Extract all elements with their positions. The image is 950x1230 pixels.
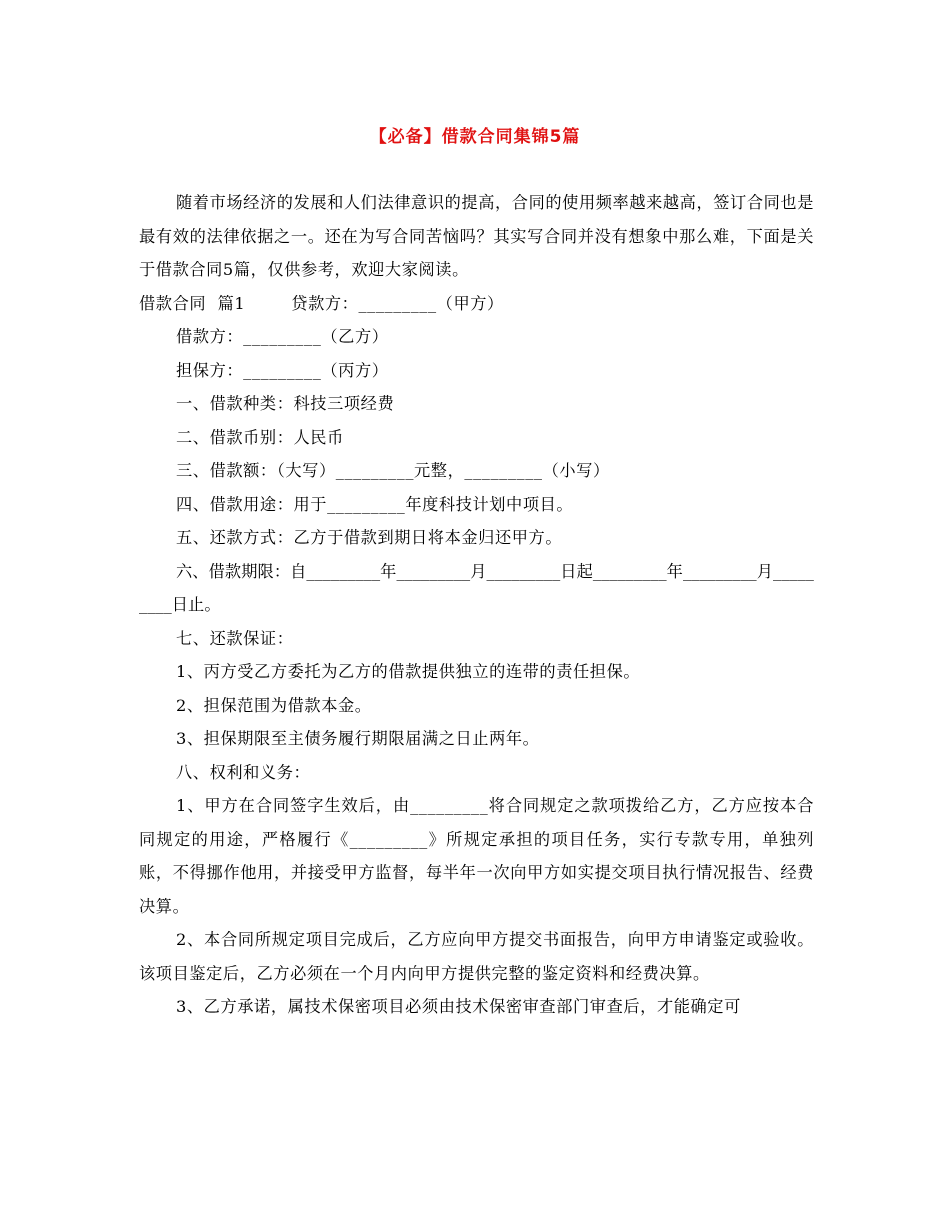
rights-item-2: 2、本合同所规定项目完成后，乙方应向甲方提交书面报告，向甲方申请鉴定或验收。该项目鉴定后，乙方必须在一个月内向甲方提供完整的鉴定资料和经费决算。: [139, 930, 814, 983]
guarantee-item-3: 3、担保期限至主债务履行期限届满之日止两年。: [176, 729, 540, 748]
guarantor-line: 担保方：_________（丙方）: [176, 360, 389, 380]
contract-heading-lender: 借款合同 篇1 贷款方：_________（甲方）: [139, 293, 504, 313]
rights-item-3: 3、乙方承诺，属技术保密项目必须由技术保密审查部门审查后，才能确定可: [176, 997, 741, 1016]
intro-paragraph: 随着市场经济的发展和人们法律意识的提高，合同的使用频率越来越高，签订合同也是最有效的法律依据之一。还在为写合同苦恼吗？其实写合同并没有想象中那么难，下面是关于借款合同5篇，仅供参考，欢迎大家阅读。: [139, 193, 814, 279]
clause-purpose: 四、借款用途：用于_________年度科技计划中项目。: [176, 494, 574, 514]
clause-loan-type: 一、借款种类：科技三项经费: [176, 394, 395, 413]
borrower-line: 借款方：_________（乙方）: [176, 327, 389, 346]
document-body: [139, 186, 814, 1024]
clause-repayment-method: 五、还款方式：乙方于借款到期日将本金归还甲方。: [176, 528, 563, 547]
guarantee-item-2: 2、担保范围为借款本金。: [176, 695, 372, 715]
clause-repayment-guarantee: 七、还款保证：: [176, 628, 294, 648]
document-title: 【必备】借款合同集锦5篇: [369, 127, 581, 147]
guarantee-item-1: 1、丙方受乙方委托为乙方的借款提供独立的连带的责任担保。: [176, 662, 641, 681]
clause-amount: 三、借款额：（大写）_________元整，_________（小写）: [176, 461, 610, 480]
clause-currency: 二、借款币别：人民币: [176, 427, 344, 447]
clause-loan-term: 六、借款期限：自_________年_________月_________日起_________年_________月_________日止。: [139, 561, 814, 614]
clause-rights-obligations: 八、权利和义务：: [176, 762, 311, 782]
rights-item-1: 1、甲方在合同签字生效后，由_________将合同规定之款项拨给乙方，乙方应按本合同规定的用途，严格履行《_________》所规定承担的项目任务，实行专款专用，单独列账，不得挪作他用，并接受甲方监督，每半年一次向甲方如实提交项目执行情况报告、经费决算。: [139, 796, 814, 916]
